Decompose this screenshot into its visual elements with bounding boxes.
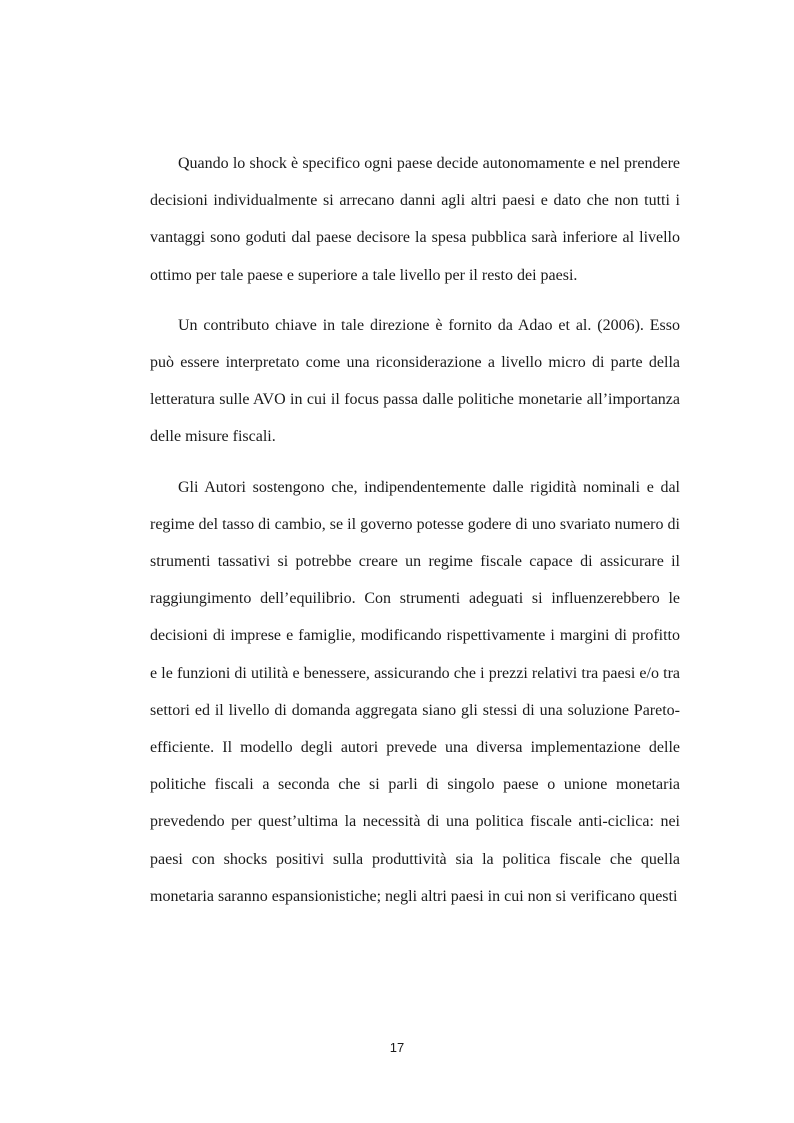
body-text bbox=[150, 145, 680, 915]
page-number: 17 bbox=[389, 1040, 405, 1055]
paragraph-shock-specifico: Quando lo shock è specifico ogni paese decide autonomamente e nel prendere decisioni individualmente si arrecano danni agli altri paesi e dato che non tutti i vantaggi sono goduti dal paese decisore la spesa pubblica sarà inferiore al livello ottimo per tale paese e superiore a tale livello per il resto dei paesi. bbox=[150, 155, 680, 284]
paragraph-contributo-adao: Un contributo chiave in tale direzione è fornito da Adao et al. (2006). Esso può essere interpretato come una riconsiderazione a livello micro di parte della letteratura sulle AVO in cui il focus passa dalle politiche monetarie all’importanza delle misure fiscali. bbox=[150, 316, 680, 446]
paragraph-autori-sostengono: Gli Autori sostengono che, indipendentemente dalle rigidità nominali e dal regime del tasso di cambio, se il governo potesse godere di uno svariato numero di strumenti tassativi si potrebbe creare un regime fiscale capace di assicurare il raggiungimento dell’equilibrio. Con strumenti adeguati si influenzerebbero le decisioni di imprese e famiglie, modificando rispettivamente i margini di profitto e le funzioni di utilità e benessere, assicurando che i prezzi relativi tra paesi e/o tra settori ed il livello di domanda aggregata siano gli stessi di una soluzione Pareto-efficiente. Il modello degli autori prevede una diversa implementazione delle politiche fiscali a seconda che si parli di singolo paese o unione monetaria prevedendo per quest’ultima la necessità di una politica fiscale anti-ciclica: nei paesi con shocks positivi sulla produttività sia la politica fiscale che quella monetaria saranno espansionistiche; negli altri paesi in cui non si verificano questi bbox=[150, 478, 680, 905]
